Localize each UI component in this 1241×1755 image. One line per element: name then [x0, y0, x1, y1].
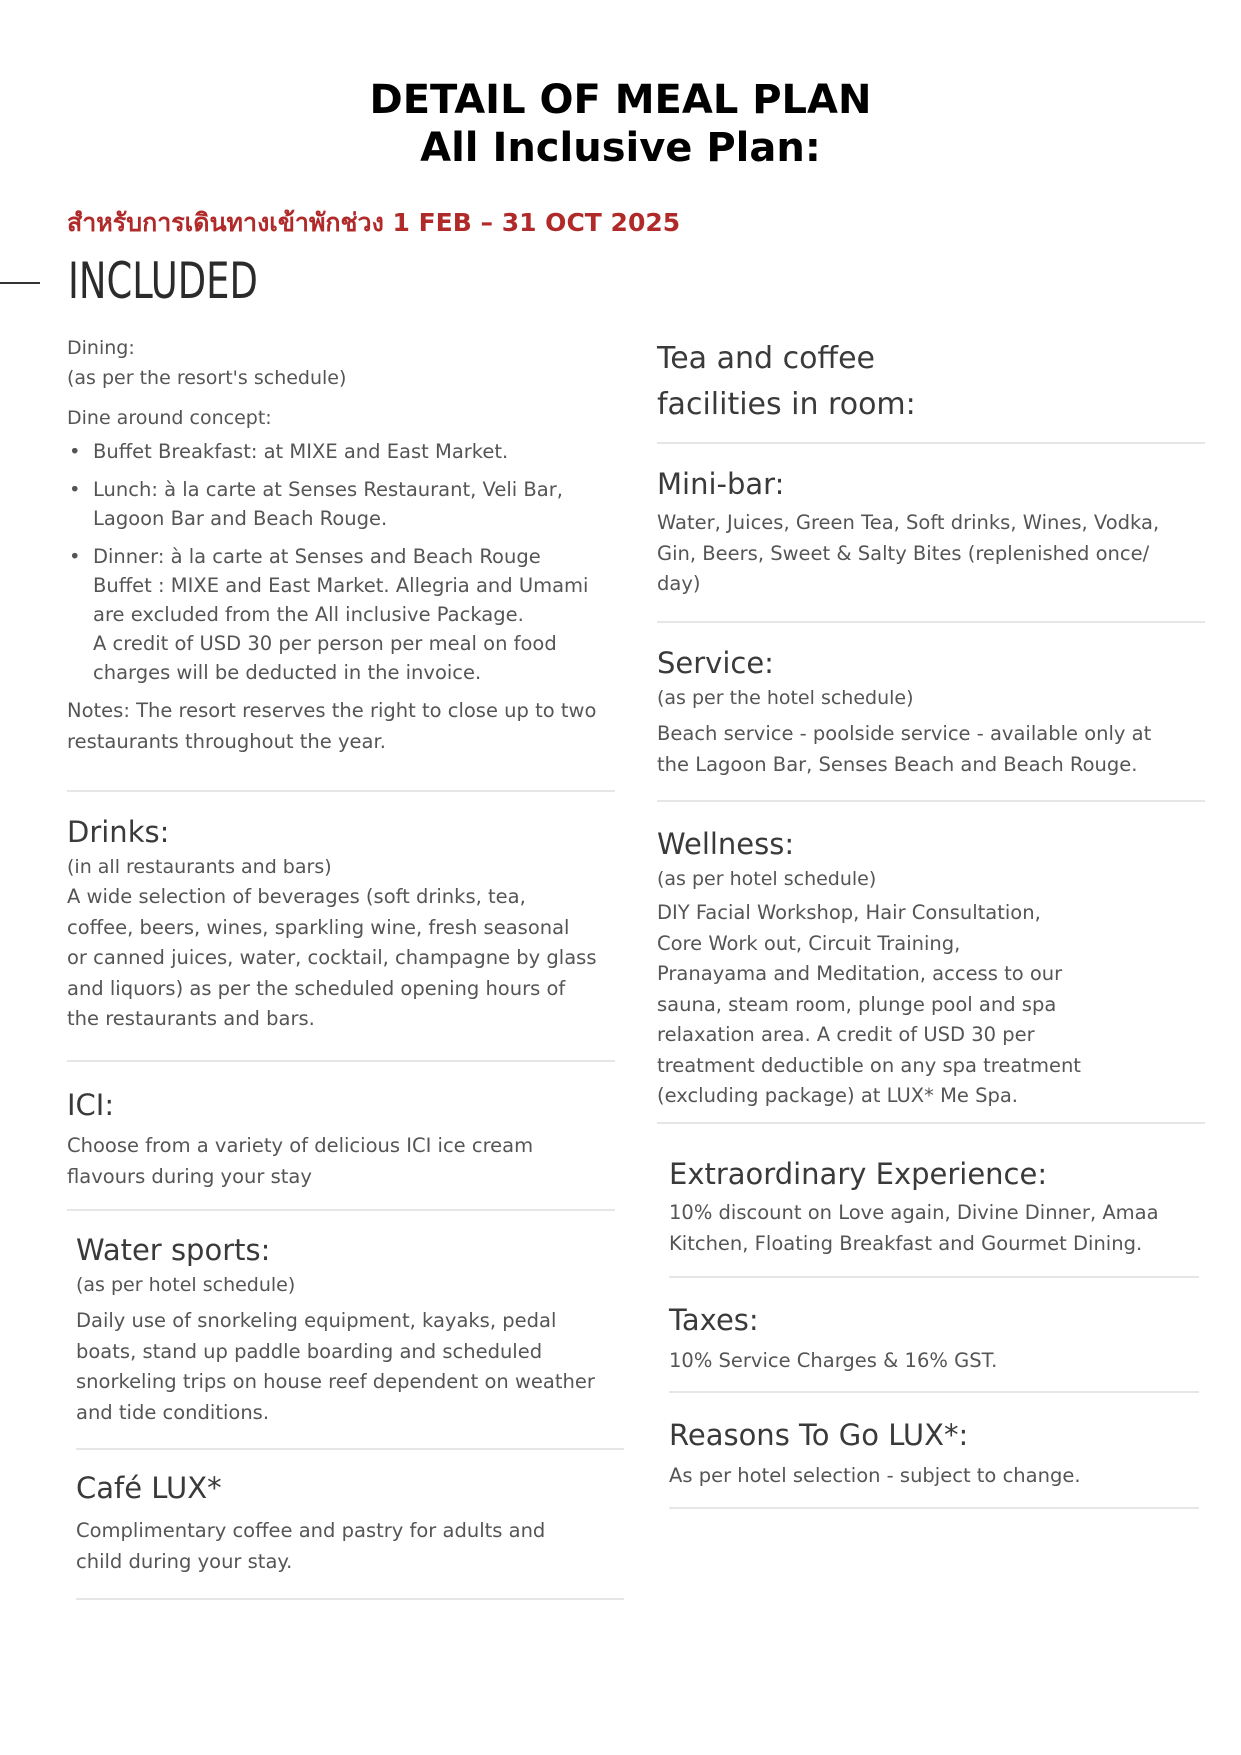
experience-section [669, 1154, 1229, 1259]
drinks-note: (in all restaurants and bars) [67, 856, 332, 878]
page-title: DETAIL OF MEAL PLAN [369, 77, 872, 123]
drinks-description: A wide selection of beverages (soft drinks, tea, coffee, beers, wines, sparkling wine, fresh seasonal or canned juices, water, cocktail, champagne by glass and liquors) as per the scheduled opening hours of the restaurants and bars. [67, 885, 597, 1030]
ici-description: Choose from a variety of delicious ICI ice cream flavours during your stay [67, 1134, 534, 1188]
divider [669, 1276, 1199, 1278]
divider [67, 790, 615, 792]
minibar-section [657, 464, 1217, 600]
taxes-section [669, 1300, 1229, 1377]
water-sports-title: Water sports: [76, 1233, 271, 1267]
bullet-icon: • [69, 545, 81, 568]
divider [67, 1209, 615, 1211]
included-dash [0, 282, 40, 284]
dining-notes: Notes: The resort reserves the right to close up to two restaurants throughout the year. [67, 699, 597, 753]
divider [76, 1448, 624, 1450]
divider [669, 1391, 1199, 1393]
tea-coffee-title: Tea and coffee facilities in room: [657, 341, 916, 422]
divider [67, 1060, 615, 1062]
taxes-title: Taxes: [669, 1303, 759, 1337]
drinks-section [67, 812, 627, 1035]
wellness-description: DIY Facial Workshop, Hair Consultation, Core Work out, Circuit Training, Pranayama and Meditation, access to our sauna, steam room, plunge pool and spa relaxation area. A credit of USD 30 per treatment deductible on any spa treatment (excluding package) at LUX* Me Spa. [657, 901, 1081, 1107]
cafe-lux-section [76, 1468, 636, 1577]
cafe-lux-title: Café LUX* [76, 1471, 222, 1505]
divider [76, 1598, 624, 1600]
wellness-section [657, 824, 1217, 1112]
list-item: • Lunch: à la carte at Senses Restaurant, Veli Bar, Lagoon Bar and Beach Rouge. [67, 475, 627, 533]
travel-period: สำหรับการเดินทางเข้าพักช่วง 1 FEB – 31 OCT 2025 [67, 208, 681, 237]
divider [657, 1122, 1205, 1124]
reasons-description: As per hotel selection - subject to change. [669, 1464, 1081, 1487]
divider [657, 800, 1205, 802]
service-description: Beach service - poolside service - available only at the Lagoon Bar, Senses Beach and Beach Rouge. [657, 722, 1152, 776]
service-note: (as per the hotel schedule) [657, 687, 914, 709]
divider [657, 621, 1205, 623]
included-heading: INCLUDED [68, 252, 258, 310]
minibar-title: Mini-bar: [657, 467, 785, 501]
dining-section [67, 333, 627, 757]
divider [669, 1507, 1199, 1509]
taxes-description: 10% Service Charges & 16% GST. [669, 1349, 998, 1372]
bullet-icon: • [69, 478, 81, 501]
cafe-lux-description: Complimentary coffee and pastry for adults and child during your stay. [76, 1519, 546, 1573]
page-subtitle: All Inclusive Plan: [420, 125, 821, 171]
experience-description: 10% discount on Love again, Divine Dinner, Amaa Kitchen, Floating Breakfast and Gourmet Dining. [669, 1201, 1159, 1255]
wellness-note: (as per hotel schedule) [657, 868, 877, 890]
list-item: • Dinner: à la carte at Senses and Beach Rouge Buffet : MIXE and East Market. Allegria and Umami are excluded from the All inclusive Package. A credit of USD 30 per person per meal on food charges will be deducted in the invoice. [67, 542, 627, 687]
wellness-title: Wellness: [657, 827, 795, 861]
bullet-icon: • [69, 440, 81, 463]
water-sports-note: (as per hotel schedule) [76, 1274, 296, 1296]
reasons-title: Reasons To Go LUX*: [669, 1418, 969, 1452]
service-title: Service: [657, 646, 774, 680]
service-section [657, 643, 1217, 780]
tea-coffee-section [657, 336, 1207, 428]
dining-note: (as per the resort's schedule) [67, 367, 347, 389]
divider [657, 442, 1205, 444]
drinks-title: Drinks: [67, 815, 170, 849]
experience-title: Extraordinary Experience: [669, 1157, 1048, 1191]
minibar-description: Water, Juices, Green Tea, Soft drinks, Wines, Vodka, Gin, Beers, Sweet & Salty Bites (replenished once/ day) [657, 511, 1160, 595]
dining-bullet-list [67, 437, 627, 687]
water-sports-section [76, 1230, 636, 1428]
ici-section [67, 1085, 627, 1192]
water-sports-description: Daily use of snorkeling equipment, kayaks, pedal boats, stand up paddle boarding and scheduled snorkeling trips on house reef dependent on weather and tide conditions. [76, 1309, 595, 1424]
ici-title: ICI: [67, 1088, 115, 1122]
reasons-section [669, 1415, 1229, 1492]
dine-around-concept: Dine around concept: [67, 407, 272, 429]
dining-label: Dining: [67, 337, 135, 359]
list-item: • Buffet Breakfast: at MIXE and East Market. [67, 437, 627, 466]
